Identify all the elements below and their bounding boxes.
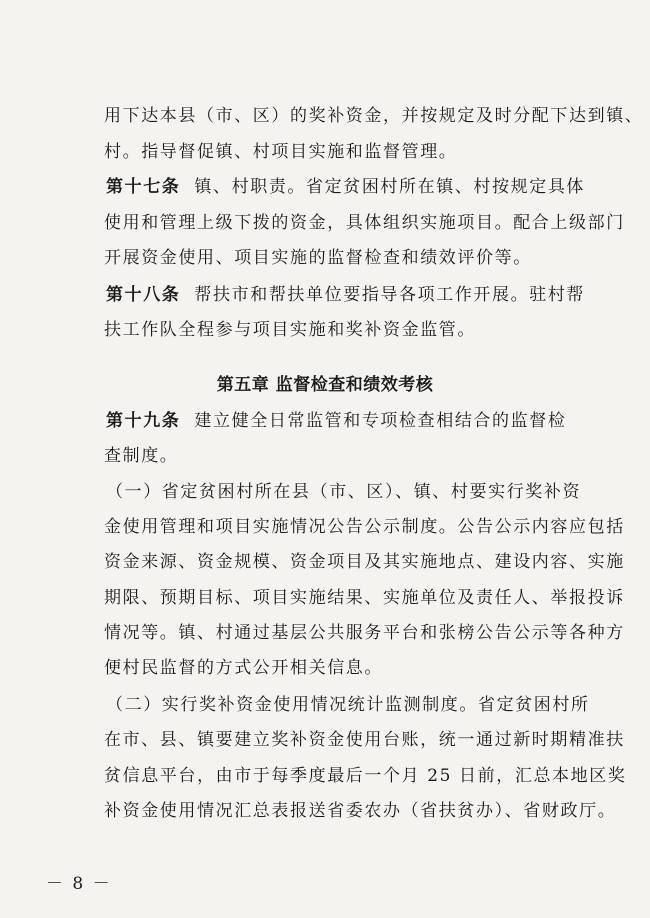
body-line: 开展资金使用、项目实施的监督检查和绩效评价等。: [104, 248, 532, 268]
body-line: 使用和管理上级下拨的资金，具体组织实施项目。配合上级部门: [104, 213, 625, 233]
page-number: － 8 －: [46, 874, 112, 894]
body-line: 扶工作队全程参与项目实施和奖补资金监管。: [104, 320, 476, 340]
item-1-line: 资金来源、资金规模、资金项目及其实施地点、建设内容、实施: [104, 552, 625, 572]
article-19-text: 建立健全日常监管和专项检查相结合的监督检: [194, 411, 567, 431]
body-line: 村。指导督促镇、村项目实施和监督管理。: [104, 142, 458, 162]
article-19-first-line: [106, 409, 566, 433]
item-2-line: （二）实行奖补资金使用情况统计监测制度。省定贫困村所: [106, 695, 590, 715]
item-1-line: （一）省定贫困村所在县（市、区）、镇、村要实行奖补资: [106, 482, 582, 502]
item-1-line: 期限、预期目标、项目实施结果、实施单位及责任人、举报投诉: [104, 588, 625, 608]
article-17-first-line: [106, 175, 585, 199]
article-18-heading: 第十八条: [106, 285, 181, 305]
article-19-heading: 第十九条: [106, 411, 181, 431]
article-18-first-line: [106, 283, 585, 307]
body-line: 查制度。: [104, 446, 179, 466]
article-17-heading: 第十七条: [106, 177, 181, 197]
item-2-line: 在市、县、镇要建立奖补资金使用台账，统一通过新时期精准扶: [104, 730, 625, 750]
body-line: 用下达本县（市、区）的奖补资金，并按规定及时分配下达到镇、: [104, 106, 644, 126]
article-17-text: 镇、村职责。省定贫困村所在镇、村按规定具体: [194, 177, 586, 197]
item-1-line: 情况等。镇、村通过基层公共服务平台和张榜公告公示等各种方: [104, 623, 625, 643]
item-2-line: 贫信息平台，由市于每季度最后一个月 25 日前，汇总本地区奖: [104, 766, 627, 786]
article-18-text: 帮扶市和帮扶单位要指导各项工作开展。驻村帮: [194, 285, 586, 305]
item-1-line: 便村民监督的方式公开相关信息。: [104, 658, 383, 678]
item-2-line: 补资金使用情况汇总表报送省委农办（省扶贫办）、省财政厅。: [104, 801, 617, 821]
chapter-title: 第五章 监督检查和绩效考核: [216, 375, 434, 395]
item-1-line: 金使用管理和项目实施情况公告公示制度。公告公示内容应包括: [104, 517, 625, 537]
